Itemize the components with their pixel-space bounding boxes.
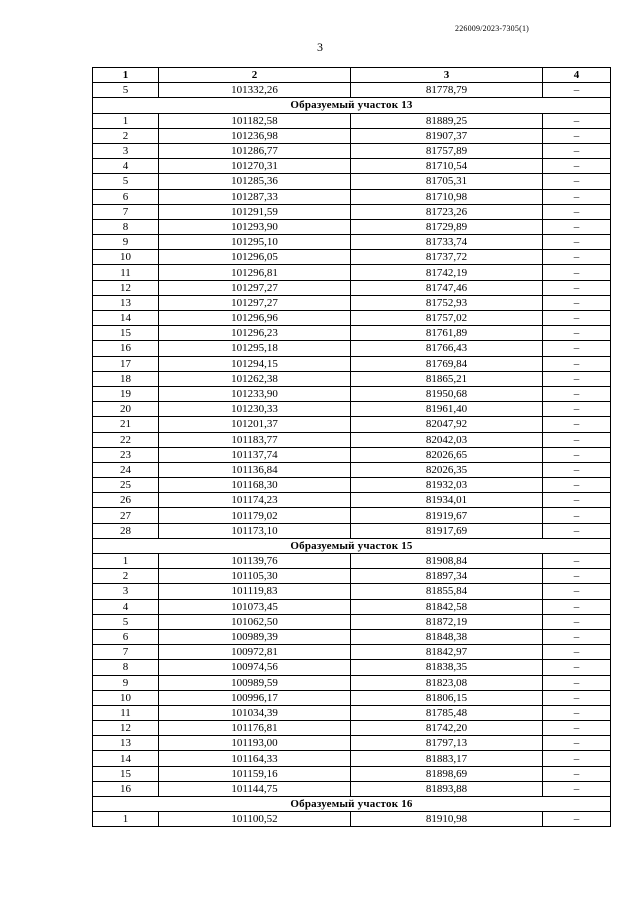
note-cell: – xyxy=(543,584,611,599)
point-number-cell: 19 xyxy=(93,386,159,401)
note-cell: – xyxy=(543,705,611,720)
y-coordinate-cell: 81893,88 xyxy=(351,781,543,796)
y-coordinate-cell: 81908,84 xyxy=(351,554,543,569)
note-cell: – xyxy=(543,766,611,781)
point-number-cell: 21 xyxy=(93,417,159,432)
section-heading-row xyxy=(93,538,611,553)
x-coordinate-cell: 101291,59 xyxy=(159,204,351,219)
x-coordinate-cell: 101144,75 xyxy=(159,781,351,796)
point-number-cell: 5 xyxy=(93,614,159,629)
y-coordinate-cell: 81872,19 xyxy=(351,614,543,629)
table-row xyxy=(93,280,611,295)
table-row xyxy=(93,812,611,827)
table-header-row xyxy=(93,68,611,83)
point-number-cell: 6 xyxy=(93,629,159,644)
note-cell: – xyxy=(543,569,611,584)
note-cell: – xyxy=(543,402,611,417)
y-coordinate-cell: 81747,46 xyxy=(351,280,543,295)
note-cell: – xyxy=(543,751,611,766)
point-number-cell: 13 xyxy=(93,736,159,751)
note-cell: – xyxy=(543,371,611,386)
document-number: 226009/2023-7305(1) xyxy=(455,24,530,33)
note-cell: – xyxy=(543,143,611,158)
y-coordinate-cell: 81897,34 xyxy=(351,569,543,584)
point-number-cell: 11 xyxy=(93,265,159,280)
section-title: Образуемый участок 15 xyxy=(93,538,611,553)
y-coordinate-cell: 81883,17 xyxy=(351,751,543,766)
y-coordinate-cell: 81729,89 xyxy=(351,219,543,234)
table-row xyxy=(93,493,611,508)
note-cell: – xyxy=(543,554,611,569)
y-coordinate-cell: 81898,69 xyxy=(351,766,543,781)
y-coordinate-cell: 81742,20 xyxy=(351,721,543,736)
table-row xyxy=(93,143,611,158)
y-coordinate-cell: 81766,43 xyxy=(351,341,543,356)
point-number-cell: 2 xyxy=(93,569,159,584)
y-coordinate-cell: 81797,13 xyxy=(351,736,543,751)
table-row xyxy=(93,235,611,250)
table-row xyxy=(93,356,611,371)
table-row xyxy=(93,508,611,523)
note-cell: – xyxy=(543,295,611,310)
x-coordinate-cell: 101164,33 xyxy=(159,751,351,766)
y-coordinate-cell: 81865,21 xyxy=(351,371,543,386)
x-coordinate-cell: 100989,39 xyxy=(159,629,351,644)
note-cell: – xyxy=(543,250,611,265)
note-cell: – xyxy=(543,204,611,219)
point-number-cell: 23 xyxy=(93,447,159,462)
x-coordinate-cell: 101183,77 xyxy=(159,432,351,447)
point-number-cell: 3 xyxy=(93,584,159,599)
y-coordinate-cell: 81723,26 xyxy=(351,204,543,219)
point-number-cell: 5 xyxy=(93,83,159,98)
x-coordinate-cell: 101296,96 xyxy=(159,311,351,326)
x-coordinate-cell: 101179,02 xyxy=(159,508,351,523)
point-number-cell: 22 xyxy=(93,432,159,447)
table-row xyxy=(93,705,611,720)
x-coordinate-cell: 101168,30 xyxy=(159,478,351,493)
note-cell: – xyxy=(543,614,611,629)
y-coordinate-cell: 81733,74 xyxy=(351,235,543,250)
x-coordinate-cell: 101262,38 xyxy=(159,371,351,386)
note-cell: – xyxy=(543,386,611,401)
table-row xyxy=(93,614,611,629)
table-row xyxy=(93,584,611,599)
x-coordinate-cell: 101176,81 xyxy=(159,721,351,736)
table-row xyxy=(93,128,611,143)
x-coordinate-cell: 101296,23 xyxy=(159,326,351,341)
table-row xyxy=(93,645,611,660)
note-cell: – xyxy=(543,219,611,234)
y-coordinate-cell: 81757,89 xyxy=(351,143,543,158)
y-coordinate-cell: 82026,65 xyxy=(351,447,543,462)
y-coordinate-cell: 81932,03 xyxy=(351,478,543,493)
table-row xyxy=(93,386,611,401)
table-row xyxy=(93,371,611,386)
y-coordinate-cell: 81769,84 xyxy=(351,356,543,371)
x-coordinate-cell: 101297,27 xyxy=(159,280,351,295)
y-coordinate-cell: 81757,02 xyxy=(351,311,543,326)
table-row xyxy=(93,660,611,675)
header-cell-4: 4 xyxy=(543,68,611,83)
section-heading-row xyxy=(93,797,611,812)
x-coordinate-cell: 101137,74 xyxy=(159,447,351,462)
x-coordinate-cell: 101332,26 xyxy=(159,83,351,98)
point-number-cell: 1 xyxy=(93,554,159,569)
header-cell-2: 2 xyxy=(159,68,351,83)
x-coordinate-cell: 100974,56 xyxy=(159,660,351,675)
table-row xyxy=(93,447,611,462)
x-coordinate-cell: 101182,58 xyxy=(159,113,351,128)
table-row xyxy=(93,766,611,781)
table-row xyxy=(93,265,611,280)
point-number-cell: 1 xyxy=(93,113,159,128)
x-coordinate-cell: 101295,10 xyxy=(159,235,351,250)
point-number-cell: 5 xyxy=(93,174,159,189)
y-coordinate-cell: 81761,89 xyxy=(351,326,543,341)
y-coordinate-cell: 81737,72 xyxy=(351,250,543,265)
table-row xyxy=(93,629,611,644)
note-cell: – xyxy=(543,781,611,796)
note-cell: – xyxy=(543,523,611,538)
x-coordinate-cell: 101159,16 xyxy=(159,766,351,781)
table-row xyxy=(93,523,611,538)
point-number-cell: 11 xyxy=(93,705,159,720)
y-coordinate-cell: 81752,93 xyxy=(351,295,543,310)
x-coordinate-cell: 101119,83 xyxy=(159,584,351,599)
table-row xyxy=(93,751,611,766)
x-coordinate-cell: 101233,90 xyxy=(159,386,351,401)
point-number-cell: 9 xyxy=(93,235,159,250)
table-row xyxy=(93,311,611,326)
note-cell: – xyxy=(543,417,611,432)
section-title: Образуемый участок 13 xyxy=(93,98,611,113)
y-coordinate-cell: 81842,97 xyxy=(351,645,543,660)
section-title: Образуемый участок 16 xyxy=(93,797,611,812)
note-cell: – xyxy=(543,478,611,493)
point-number-cell: 27 xyxy=(93,508,159,523)
y-coordinate-cell: 81910,98 xyxy=(351,812,543,827)
note-cell: – xyxy=(543,721,611,736)
note-cell: – xyxy=(543,265,611,280)
table-row xyxy=(93,432,611,447)
note-cell: – xyxy=(543,660,611,675)
note-cell: – xyxy=(543,629,611,644)
point-number-cell: 2 xyxy=(93,128,159,143)
x-coordinate-cell: 101193,00 xyxy=(159,736,351,751)
table-row xyxy=(93,113,611,128)
point-number-cell: 8 xyxy=(93,660,159,675)
x-coordinate-cell: 101286,77 xyxy=(159,143,351,158)
x-coordinate-cell: 100989,59 xyxy=(159,675,351,690)
x-coordinate-cell: 101174,23 xyxy=(159,493,351,508)
note-cell: – xyxy=(543,280,611,295)
note-cell: – xyxy=(543,493,611,508)
point-number-cell: 6 xyxy=(93,189,159,204)
table-row xyxy=(93,219,611,234)
x-coordinate-cell: 101270,31 xyxy=(159,159,351,174)
y-coordinate-cell: 82047,92 xyxy=(351,417,543,432)
y-coordinate-cell: 81907,37 xyxy=(351,128,543,143)
x-coordinate-cell: 101136,84 xyxy=(159,462,351,477)
point-number-cell: 28 xyxy=(93,523,159,538)
y-coordinate-cell: 81919,67 xyxy=(351,508,543,523)
note-cell: – xyxy=(543,83,611,98)
point-number-cell: 10 xyxy=(93,250,159,265)
note-cell: – xyxy=(543,447,611,462)
note-cell: – xyxy=(543,311,611,326)
y-coordinate-cell: 81934,01 xyxy=(351,493,543,508)
y-coordinate-cell: 81950,68 xyxy=(351,386,543,401)
table-row xyxy=(93,478,611,493)
table-row xyxy=(93,295,611,310)
point-number-cell: 16 xyxy=(93,341,159,356)
header-cell-1: 1 xyxy=(93,68,159,83)
y-coordinate-cell: 81855,84 xyxy=(351,584,543,599)
x-coordinate-cell: 101173,10 xyxy=(159,523,351,538)
table-row xyxy=(93,781,611,796)
x-coordinate-cell: 101201,37 xyxy=(159,417,351,432)
x-coordinate-cell: 101073,45 xyxy=(159,599,351,614)
table-row xyxy=(93,204,611,219)
x-coordinate-cell: 101236,98 xyxy=(159,128,351,143)
table-row xyxy=(93,599,611,614)
section-heading-row xyxy=(93,98,611,113)
header-cell-3: 3 xyxy=(351,68,543,83)
table-row xyxy=(93,462,611,477)
point-number-cell: 4 xyxy=(93,599,159,614)
point-number-cell: 7 xyxy=(93,204,159,219)
y-coordinate-cell: 81806,15 xyxy=(351,690,543,705)
point-number-cell: 17 xyxy=(93,356,159,371)
x-coordinate-cell: 101294,15 xyxy=(159,356,351,371)
point-number-cell: 4 xyxy=(93,159,159,174)
point-number-cell: 25 xyxy=(93,478,159,493)
x-coordinate-cell: 101293,90 xyxy=(159,219,351,234)
note-cell: – xyxy=(543,341,611,356)
table-row xyxy=(93,402,611,417)
y-coordinate-cell: 81785,48 xyxy=(351,705,543,720)
y-coordinate-cell: 81710,54 xyxy=(351,159,543,174)
point-number-cell: 14 xyxy=(93,751,159,766)
point-number-cell: 24 xyxy=(93,462,159,477)
point-number-cell: 1 xyxy=(93,812,159,827)
x-coordinate-cell: 101297,27 xyxy=(159,295,351,310)
point-number-cell: 18 xyxy=(93,371,159,386)
note-cell: – xyxy=(543,432,611,447)
table-row xyxy=(93,554,611,569)
note-cell: – xyxy=(543,159,611,174)
table-row xyxy=(93,417,611,432)
y-coordinate-cell: 81842,58 xyxy=(351,599,543,614)
point-number-cell: 9 xyxy=(93,675,159,690)
point-number-cell: 10 xyxy=(93,690,159,705)
point-number-cell: 8 xyxy=(93,219,159,234)
table-row xyxy=(93,159,611,174)
x-coordinate-cell: 100996,17 xyxy=(159,690,351,705)
y-coordinate-cell: 81742,19 xyxy=(351,265,543,280)
x-coordinate-cell: 101139,76 xyxy=(159,554,351,569)
point-number-cell: 12 xyxy=(93,280,159,295)
table-row xyxy=(93,189,611,204)
note-cell: – xyxy=(543,462,611,477)
note-cell: – xyxy=(543,113,611,128)
note-cell: – xyxy=(543,736,611,751)
point-number-cell: 20 xyxy=(93,402,159,417)
y-coordinate-cell: 81838,35 xyxy=(351,660,543,675)
x-coordinate-cell: 100972,81 xyxy=(159,645,351,660)
y-coordinate-cell: 81917,69 xyxy=(351,523,543,538)
point-number-cell: 12 xyxy=(93,721,159,736)
note-cell: – xyxy=(543,326,611,341)
x-coordinate-cell: 101105,30 xyxy=(159,569,351,584)
y-coordinate-cell: 81778,79 xyxy=(351,83,543,98)
table-row xyxy=(93,341,611,356)
x-coordinate-cell: 101100,52 xyxy=(159,812,351,827)
x-coordinate-cell: 101296,05 xyxy=(159,250,351,265)
note-cell: – xyxy=(543,645,611,660)
point-number-cell: 15 xyxy=(93,766,159,781)
note-cell: – xyxy=(543,599,611,614)
x-coordinate-cell: 101285,36 xyxy=(159,174,351,189)
table-row xyxy=(93,174,611,189)
point-number-cell: 16 xyxy=(93,781,159,796)
note-cell: – xyxy=(543,235,611,250)
table-row xyxy=(93,326,611,341)
table-row xyxy=(93,675,611,690)
note-cell: – xyxy=(543,128,611,143)
coordinates-table xyxy=(92,67,611,827)
y-coordinate-cell: 82042,03 xyxy=(351,432,543,447)
note-cell: – xyxy=(543,189,611,204)
note-cell: – xyxy=(543,690,611,705)
table-row xyxy=(93,736,611,751)
table-row xyxy=(93,250,611,265)
y-coordinate-cell: 81889,25 xyxy=(351,113,543,128)
point-number-cell: 14 xyxy=(93,311,159,326)
note-cell: – xyxy=(543,675,611,690)
y-coordinate-cell: 81705,31 xyxy=(351,174,543,189)
x-coordinate-cell: 101230,33 xyxy=(159,402,351,417)
point-number-cell: 13 xyxy=(93,295,159,310)
x-coordinate-cell: 101287,33 xyxy=(159,189,351,204)
y-coordinate-cell: 81961,40 xyxy=(351,402,543,417)
point-number-cell: 26 xyxy=(93,493,159,508)
table-row xyxy=(93,721,611,736)
x-coordinate-cell: 101296,81 xyxy=(159,265,351,280)
table-row xyxy=(93,83,611,98)
point-number-cell: 15 xyxy=(93,326,159,341)
y-coordinate-cell: 81823,08 xyxy=(351,675,543,690)
x-coordinate-cell: 101062,50 xyxy=(159,614,351,629)
x-coordinate-cell: 101295,18 xyxy=(159,341,351,356)
y-coordinate-cell: 81848,38 xyxy=(351,629,543,644)
y-coordinate-cell: 82026,35 xyxy=(351,462,543,477)
page-number: 3 xyxy=(317,40,323,54)
note-cell: – xyxy=(543,174,611,189)
y-coordinate-cell: 81710,98 xyxy=(351,189,543,204)
note-cell: – xyxy=(543,356,611,371)
point-number-cell: 7 xyxy=(93,645,159,660)
note-cell: – xyxy=(543,508,611,523)
note-cell: – xyxy=(543,812,611,827)
point-number-cell: 3 xyxy=(93,143,159,158)
x-coordinate-cell: 101034,39 xyxy=(159,705,351,720)
table-row xyxy=(93,569,611,584)
table-row xyxy=(93,690,611,705)
